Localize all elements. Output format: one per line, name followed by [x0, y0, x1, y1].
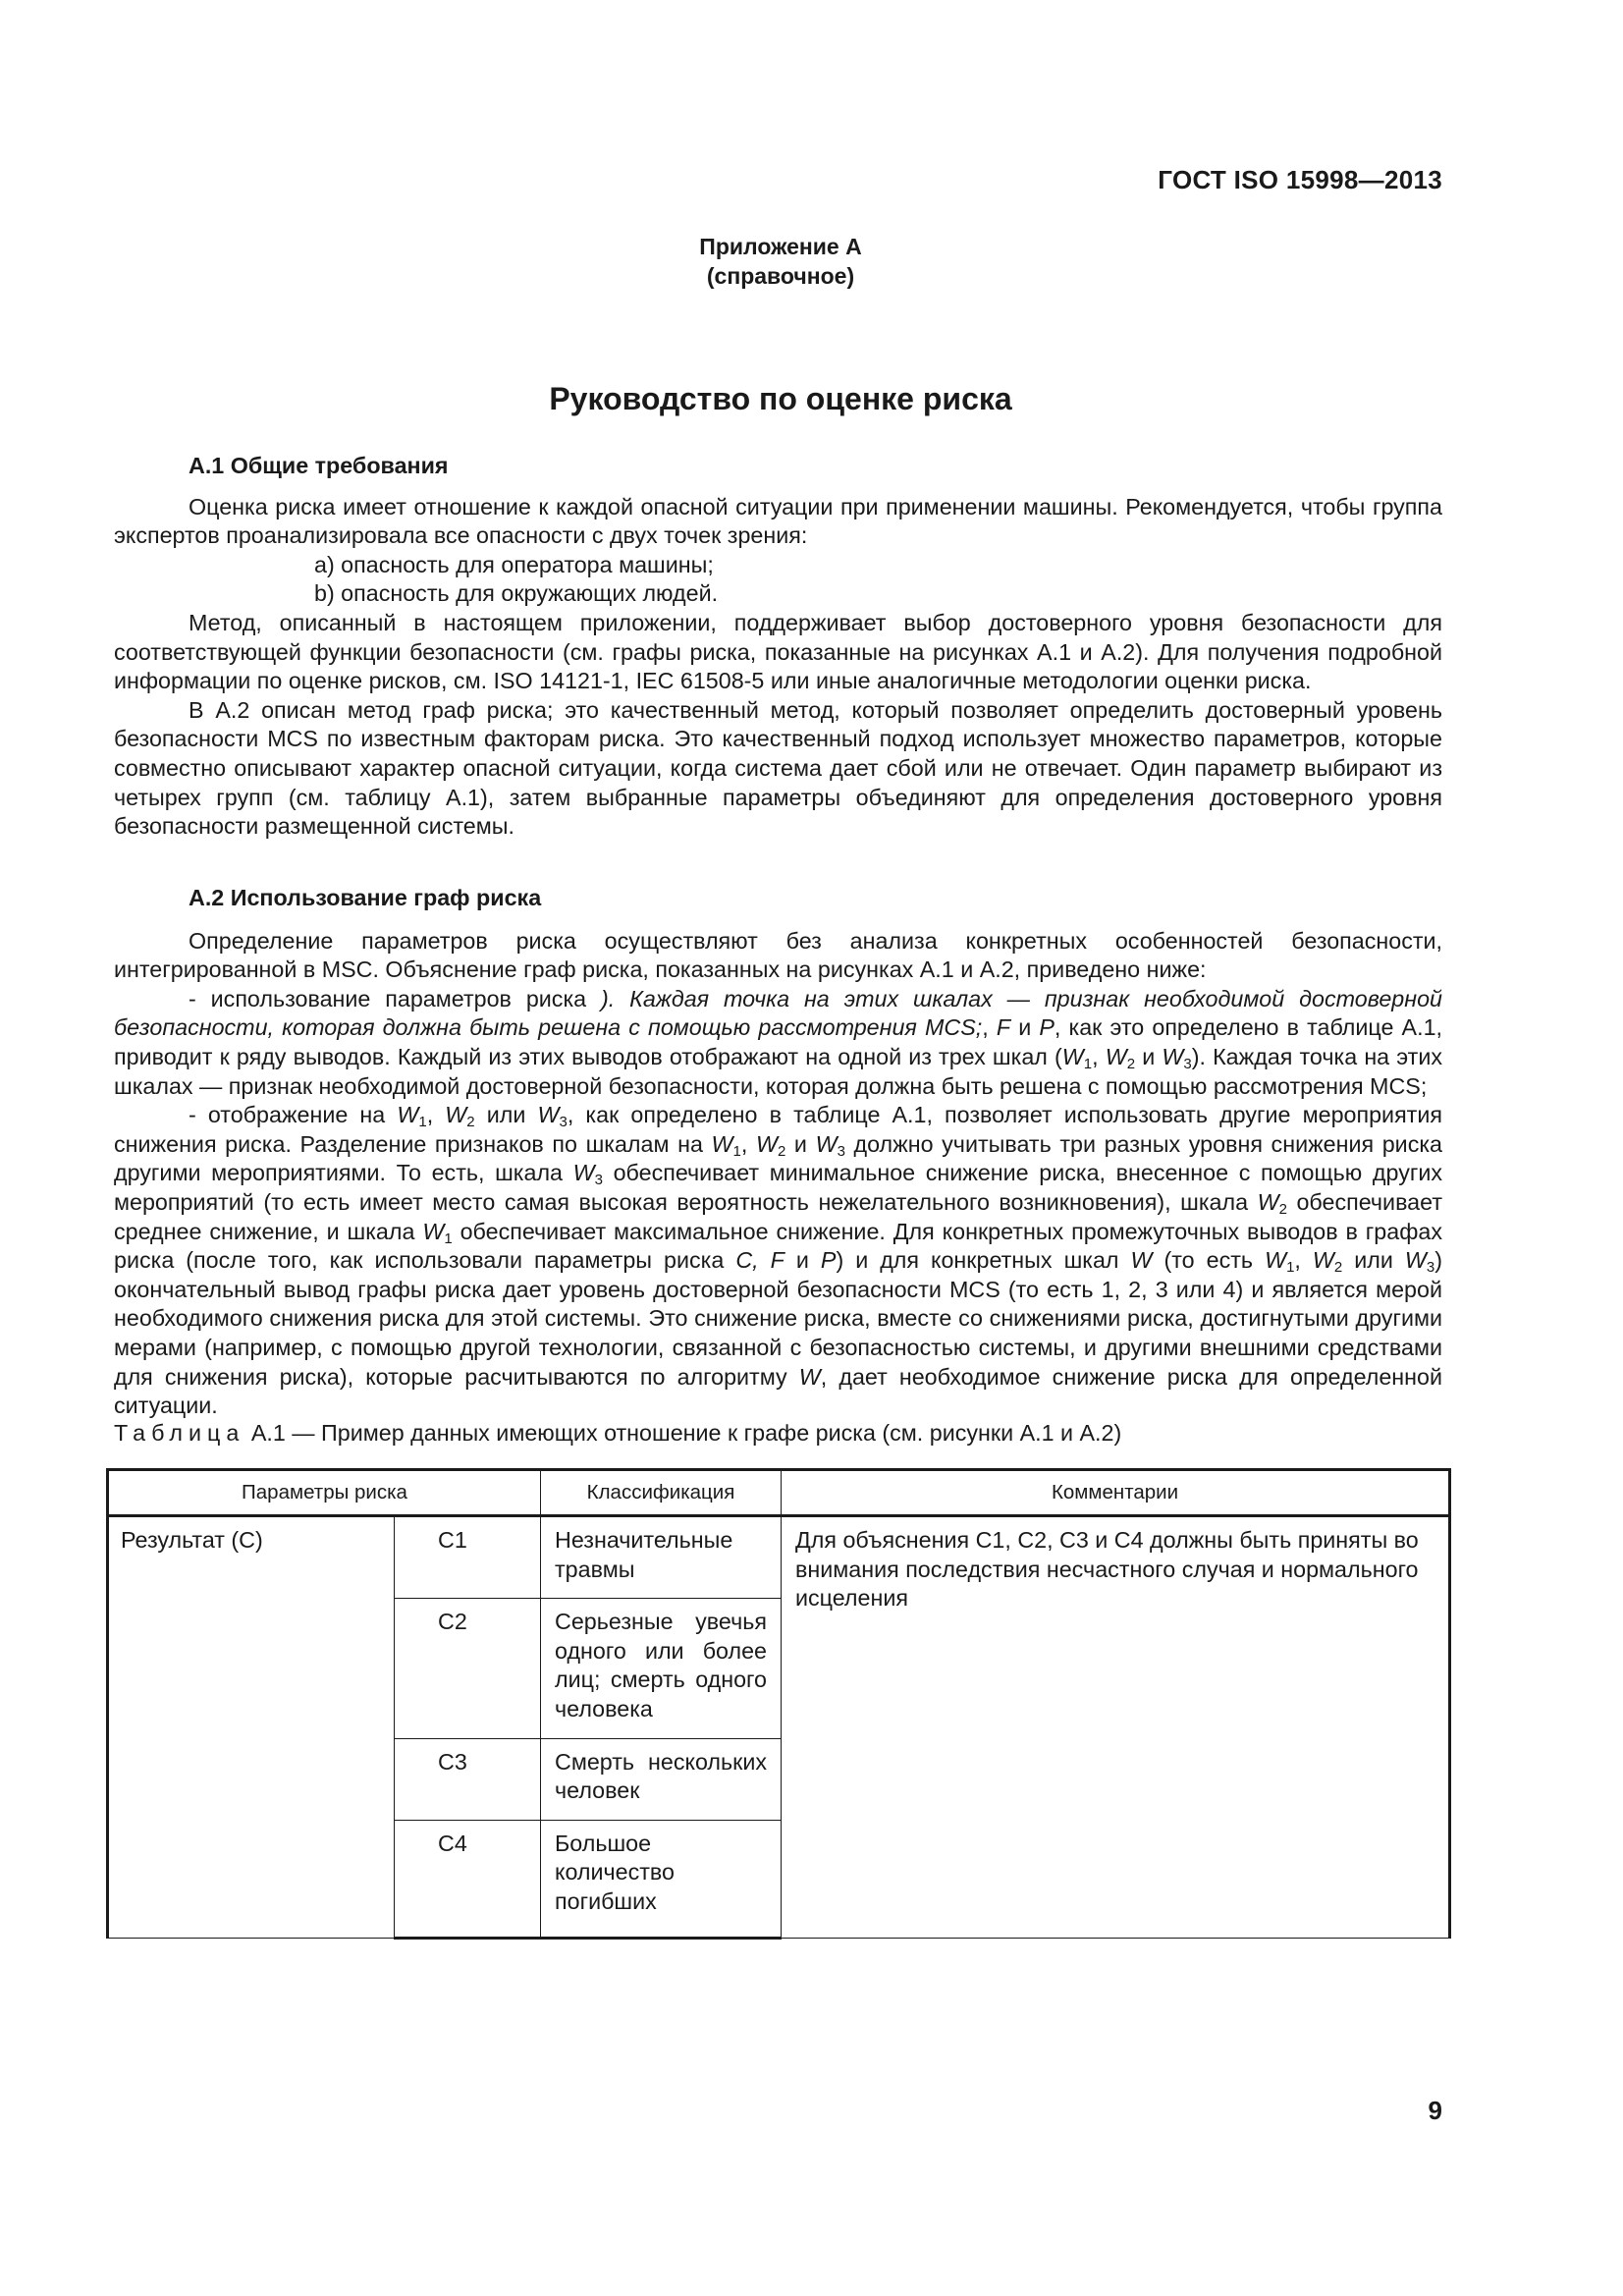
- table-caption: Таблица А.1 — Пример данных имеющих отношение к графе риска (см. рисунки А.1 и А.2): [114, 1420, 1122, 1446]
- class-cell: Серьезные увечья одного или более лиц; смерть одного человека: [541, 1599, 782, 1738]
- param-name-cell: Результат (С): [108, 1516, 395, 1939]
- paragraph: В А.2 описан метод граф риска; это качественный метод, который позволяет определить достоверный уровень безопасности MCS по известным факторам риска. Это качественный подход использует множество параметров, которые совместно описывают характер опасной ситуации, когда система дает сбой или не отвечает. Один параметр выбирают из четырех групп (см. таблицу А.1), затем выбранные параметры объединяют для определения достоверного уровня безопасности размещенной системы.: [114, 696, 1442, 840]
- risk-parameters-table: [106, 1468, 1451, 1940]
- paragraph: Оценка риска имеет отношение к каждой опасной ситуации при применении машины. Рекомендуется, чтобы группа экспертов проанализировала все опасности с двух точек зрения:: [114, 493, 1442, 549]
- paragraph: Метод, описанный в настоящем приложении, поддерживает выбор достоверного уровня безопасности для соответствующей функции безопасности (см. графы риска, показанные на рисунках А.1 и А.2). Для получения подробной информации по оценке рисков, см. ISO 14121-1, IEC 61508-5 или иные аналогичные методологии оценки риска.: [114, 609, 1442, 694]
- section-a1: [114, 452, 1442, 842]
- code-cell: С2: [395, 1599, 541, 1738]
- appendix-label: Приложение А: [699, 234, 862, 259]
- column-header-class: Классификация: [541, 1470, 782, 1516]
- code-cell: С1: [395, 1516, 541, 1599]
- column-header-comment: Комментарии: [782, 1470, 1450, 1516]
- paragraph: Определение параметров риска осуществляют без анализа конкретных особенностей безопасности, интегрированной в MSC. Объяснение граф риска, показанных на рисунках А.1 и А.2, приведено ниже:: [114, 927, 1442, 983]
- code-cell: С3: [395, 1738, 541, 1820]
- comment-cell: Для объяснения С1, С2, С3 и С4 должны быть приняты во внимания последствия несчастного случая и нормального исцеления: [782, 1516, 1450, 1939]
- column-header-param: Параметры риска: [108, 1470, 541, 1516]
- code-cell: С4: [395, 1820, 541, 1938]
- section-heading: А.2 Использование граф риска: [189, 885, 542, 910]
- bullet-paragraph: - отображение на $W_1$, $W_2$ или $W_3$, как определено в таблице А.1, позволяет использовать другие мероприятия снижения риска. Разделение признаков по шкалам на $W_1$, $W_2$ и $W_3$ должно учитывать три разных уровня снижения риска другими мероприятиями. То есть, шкала $W_3$ обеспечивает минимальное снижение риска, внесенное с помощью других мероприятий (то есть имеет место самая высокая вероятность нежелательного возникновения), шкала $W_2$ обеспечивает среднее снижение, и шкала $W_1$ обеспечивает максимальное снижение. Для конкретных промежуточных выводов в графах риска (после того, как использовали параметры риска C, F и P) и для конкретных шкал W (то есть $W_1$, $W_2$ или $W_3$) окончательный вывод графы риска дает уровень достоверной безопасности MCS (то есть 1, 2, 3 или 4) и является мерой необходимого снижения риска для этой системы. Это снижение риска, вместе со снижениями риска, достигнутыми другими мерами (например, с помощью другой технологии, связанной с безопасностью системы, и другими внешними средствами для снижения риска), которые расчитываются по алгоритму W, дает необходимое снижение риска для определенной ситуации.: [114, 1102, 1442, 1419]
- class-cell: Смерть нескольких человек: [541, 1738, 782, 1820]
- table-header-row: [108, 1470, 1450, 1516]
- class-cell: Большое количество погибших: [541, 1820, 782, 1938]
- bullet-paragraph: - использование параметров риска ). Каждая точка на этих шкалах — признак необходимой достоверной безопасности, которая должна быть решена с помощью рассмотрения MCS;, F и P, как это определено в таблице А.1, приводит к ряду выводов. Каждый из этих выводов отображают на одной из трех шкал ($W_1$, $W_2$ и $W_3$). Каждая точка на этих шкалах — признак необходимой достоверной безопасности, которая должна быть решена с помощью рассмотрения MCS;: [114, 985, 1442, 1099]
- section-heading: А.1 Общие требования: [189, 453, 449, 478]
- appendix-type: (справочное): [706, 263, 855, 289]
- document-code: ГОСТ ISO 15998—2013: [1158, 165, 1442, 194]
- table-row: [108, 1516, 1450, 1599]
- section-a2: [114, 884, 1442, 1421]
- page-number: 9: [1428, 2096, 1442, 2125]
- list-item: а) опасность для оператора машины;: [314, 551, 714, 577]
- appendix-heading: [0, 232, 1561, 291]
- class-cell: Незначительные травмы: [541, 1516, 782, 1599]
- list-item: b) опасность для окружающих людей.: [314, 580, 719, 607]
- page-title: Руководство по оценке риска: [549, 381, 1012, 416]
